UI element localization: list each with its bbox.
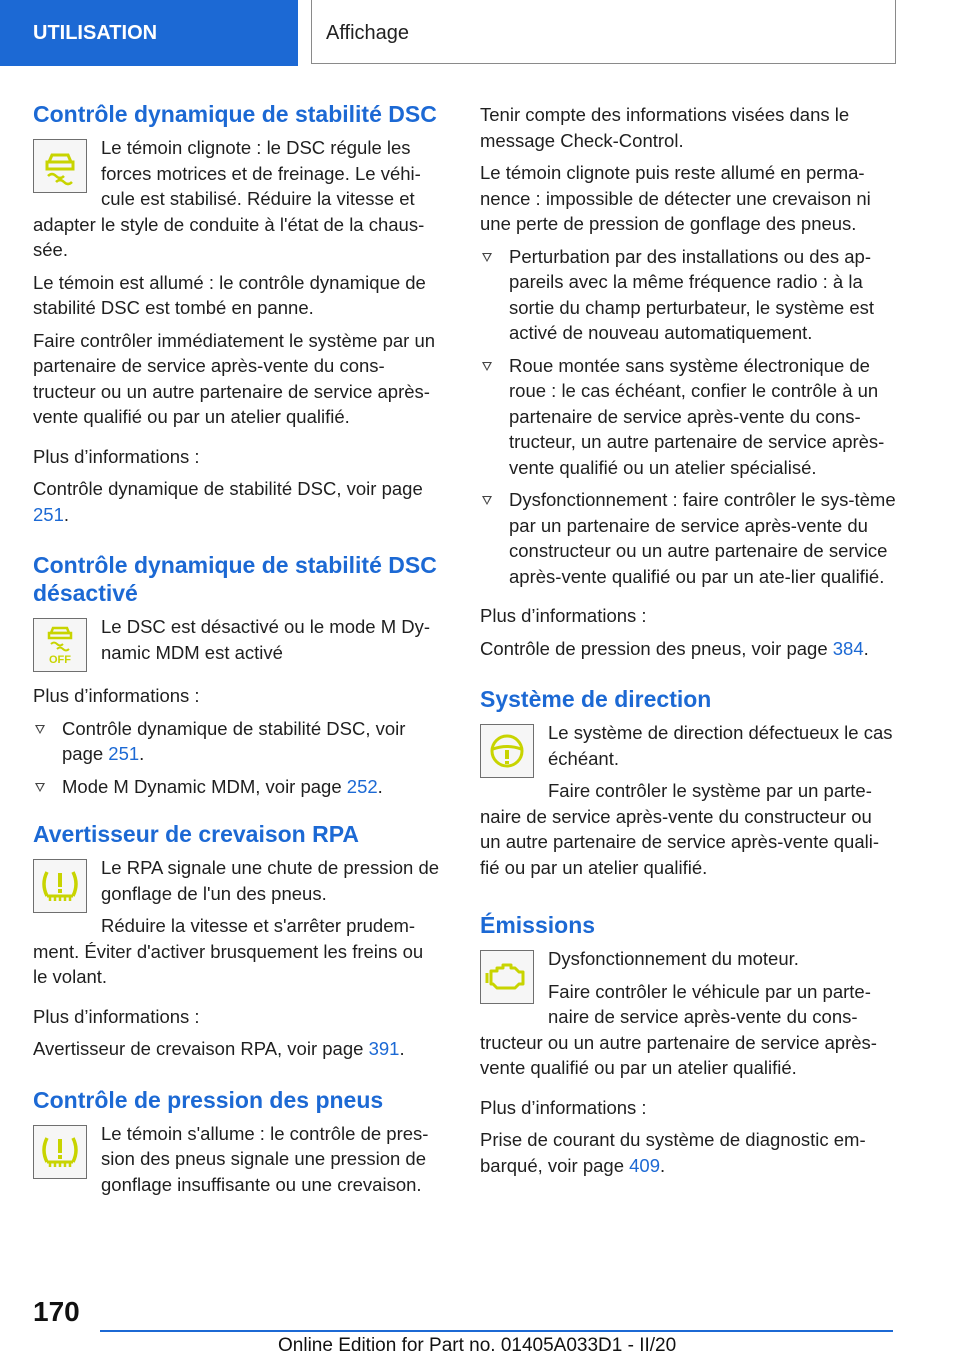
rpa-more-info: Plus d’informations : [33, 1005, 200, 1027]
heading-tire-pressure: Contrôle de pression des pneus [33, 1086, 384, 1113]
page-link-384[interactable]: 384 [832, 637, 864, 659]
tire-pressure-more-info: Plus d’informations : [480, 605, 647, 626]
left-column [33, 100, 441, 1197]
page-link-409[interactable]: 409 [629, 1154, 661, 1176]
steering-warning-icon [480, 724, 534, 778]
list-item: Contrôle dynamique de stabilité DSC, voir page 251. [33, 716, 441, 767]
tire-pressure-reference: Contrôle de pression des pneus, voir page 384. [480, 637, 869, 659]
page-link-251[interactable]: 251 [108, 743, 140, 764]
engine-warning-icon [480, 950, 534, 1004]
dsc-paragraph-1: Le témoin clignote : le DSC régule les forces motrices et de freinage. Le véhi-cule est stabilisé. Réduire la vitesse et adapter le style de conduite à l'état de la chaus-sée. [33, 137, 425, 260]
tire-warning-icon [33, 859, 87, 913]
chapter-tab: Affichage [311, 0, 896, 64]
right-column [480, 102, 896, 1178]
page-header [0, 0, 960, 66]
list-item: Mode M Dynamic MDM, voir page 252. [33, 774, 441, 800]
dsc-reference: Contrôle dynamique de stabilité DSC, voir page 251. [33, 478, 423, 525]
list-item: Dysfonctionnement : faire contrôler le sys-tème par un partenaire de service après-vente du constructeur ou un autre partenaire de service après-vente qualifié ou par un ate-lier qualifié. [480, 487, 896, 589]
emissions-reference: Prise de courant du système de diagnostic em-barqué, voir page 409. [480, 1129, 866, 1176]
heading-dsc-off: Contrôle dynamique de stabilité DSC désactivé [33, 552, 437, 606]
heading-rpa: Avertisseur de crevaison RPA [33, 821, 359, 847]
tire-pressure-list [480, 244, 896, 590]
emissions-paragraph-2: Faire contrôler le véhicule par un parte-naire de service après-vente du cons-tructeur ou un autre partenaire de service après-vente qualifié ou par un atelier qualifié. [480, 980, 877, 1078]
off-label: OFF [49, 654, 71, 666]
dsc-paragraph-3: Faire contrôler immédiatement le système par un partenaire de service après-vente du cons-tructeur ou un autre partenaire de service après-vente qualifié ou par un atelier qualifié. [33, 329, 436, 427]
tire-pressure-paragraph-3: Le témoin clignote puis reste allumé en perma-nence : impossible de détecter une crevaison ni une perte de pression de gonflage des pneus. [480, 162, 871, 234]
dsc-off-icon [33, 618, 87, 672]
page-link-391[interactable]: 391 [368, 1038, 400, 1059]
heading-emissions: Émissions [480, 912, 596, 938]
list-item: Roue montée sans système électronique de roue : le cas échéant, confier le contrôle à un partenaire de service après-vente du cons-tructeur, un autre partenaire de service après-vente qualifié ou un atelier spécialisé. [480, 353, 896, 481]
tire-pressure-warning-icon [33, 1125, 87, 1179]
list-item: Perturbation par des installations ou des ap-pareils avec la même fréquence radio : à la sortie du champ perturbateur, le système est activé de nouveau automatiquement. [480, 244, 896, 346]
dsc-off-more-info: Plus d’informations : [33, 685, 200, 706]
rpa-reference: Avertisseur de crevaison RPA, voir page 391. [33, 1038, 405, 1059]
emissions-paragraph-1: Dysfonctionnement du moteur. [548, 948, 799, 969]
tire-pressure-paragraph-1: Le témoin s'allume : le contrôle de pres-sion des pneus signale une pression de gonflage insuffisante ou une crevaison. [101, 1122, 429, 1195]
page-number: 170 [33, 1296, 80, 1327]
heading-dsc: Contrôle dynamique de stabilité DSC [33, 101, 437, 127]
steering-paragraph-1: Le système de direction défectueux le cas échéant. [548, 722, 893, 769]
page-link-251[interactable]: 251 [33, 503, 64, 525]
dsc-off-paragraph: Le DSC est désactivé ou le mode M Dy-namic MDM est activé [101, 616, 431, 663]
dsc-paragraph-2: Le témoin est allumé : le contrôle dynamique de stabilité DSC est tombé en panne. [33, 271, 426, 318]
rpa-paragraph-2: Réduire la vitesse et s'arrêter prudem-ment. Éviter d'activer brusquement les freins ou le volant. [33, 915, 424, 987]
dsc-off-list [33, 716, 441, 800]
page-link-252[interactable]: 252 [346, 775, 378, 797]
section-tab: UTILISATION [0, 0, 298, 66]
tire-pressure-paragraph-2: Tenir compte des informations visées dans le message Check-Control. [480, 104, 850, 151]
footer-edition: Online Edition for Part no. 01405A033D1 - II/20 [278, 1335, 677, 1356]
emissions-more-info: Plus d’informations : [480, 1096, 647, 1118]
heading-steering: Système de direction [480, 686, 712, 712]
rpa-paragraph-1: Le RPA signale une chute de pression de gonflage de l'un des pneus. [101, 857, 440, 904]
dsc-more-info: Plus d’informations : [33, 445, 200, 467]
dsc-warning-icon [33, 139, 87, 193]
steering-paragraph-2: Faire contrôler le système par un parte-naire de service après-vente du constructeur ou un autre partenaire de service après-vente quali-fié ou par un atelier qualifié. [480, 780, 880, 878]
